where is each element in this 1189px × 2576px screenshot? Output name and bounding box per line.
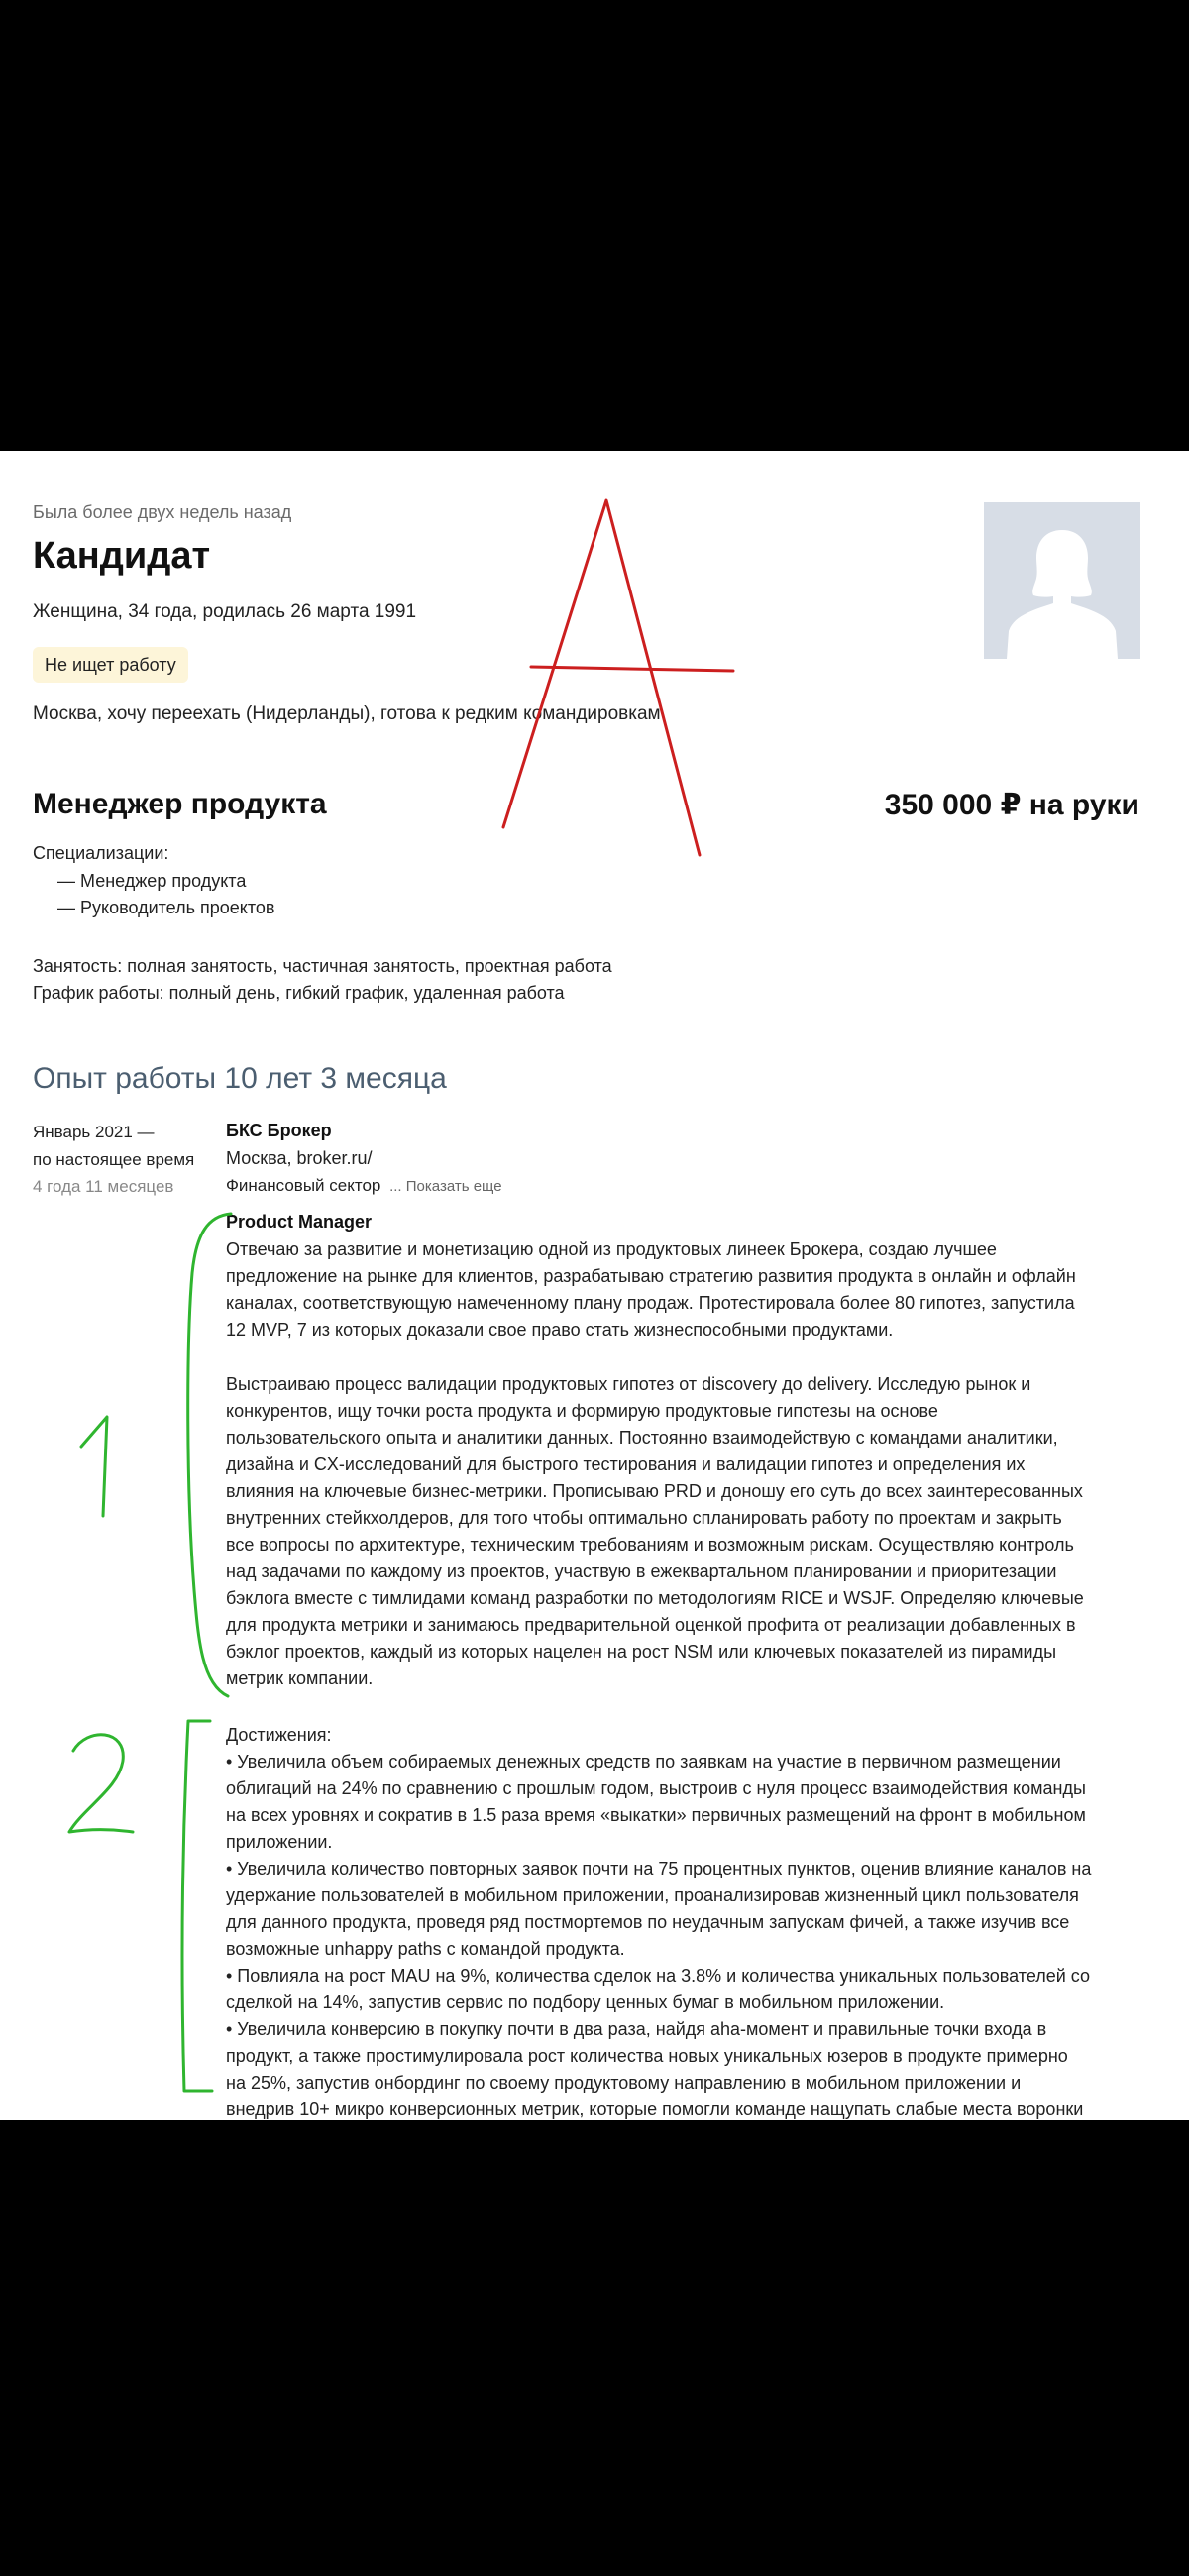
achievement-line: приложении. — [226, 1832, 333, 1852]
description-line: дизайна и CX-исследований для быстрого тестирования и валидации гипотез и определения их — [226, 1454, 1026, 1474]
job-period-start: Январь 2021 — — [33, 1123, 155, 1141]
achievement-line: возможные unhappy paths с командой продукта. — [226, 1939, 625, 1959]
specialization-item: — Руководитель проектов — [57, 898, 275, 917]
bracket-mark-1 — [81, 1214, 231, 1696]
description-line: влияния на ключевые бизнес-метрики. Прописываю PRD и доношу его суть до всех заинтересованных — [226, 1481, 1083, 1501]
resume-page — [0, 451, 1189, 2120]
avatar-placeholder — [984, 502, 1140, 659]
job-period-end: по настоящее время — [33, 1150, 195, 1169]
description-line: конкурентов, ищу точки роста продукта и формирую продуктовые гипотезы на основе — [226, 1401, 938, 1421]
job-description-paragraph-2 — [226, 1371, 1137, 1692]
grade-a-mark — [503, 500, 733, 855]
specialization-item: — Менеджер продукта — [57, 871, 247, 891]
achievement-line: • Увеличила количество повторных заявок почти на 75 процентных пунктов, оценив влияние каналов на — [226, 1859, 1092, 1878]
achievements-list — [226, 1749, 1137, 2120]
location-info: Москва, хочу переехать (Нидерланды), готова к редким командировкам — [33, 703, 661, 724]
description-line: все вопросы по архитектуре, техническим требованиям и возможным рискам. Осуществляю контроль — [226, 1535, 1074, 1555]
achievement-line: • Повлияла на рост MAU на 9%, количества сделок на 3.8% и количества уникальных пользователей со — [226, 1966, 1091, 1986]
achievement-line: продукт, а также простимулировала рост количества новых уникальных юзеров в продукте примерно — [226, 2046, 1068, 2066]
last-seen-text: Была более двух недель назад — [33, 502, 292, 522]
specializations-label: Специализации: — [33, 843, 169, 863]
company-sector — [226, 1176, 502, 1196]
achievement-line: для данного продукта, проведя ряд постмортемов по неудачным запускам фичей, а также изучив все — [226, 1912, 1070, 1932]
achievement-line: облигаций на 24% по сравнению с прошлым годом, выстроив с нуля процесс взаимодействия команды — [226, 1778, 1086, 1798]
description-line: для продукта метрики и занимаюсь предварительной оценкой профита от реализации добавленных в — [226, 1615, 1076, 1635]
description-line: Выстраиваю процесс валидации продуктовых гипотез от discovery до delivery. Исследую рынок и — [226, 1374, 1031, 1394]
job-role: Product Manager — [226, 1212, 373, 1232]
achievement-line: на 25%, запустив онбординг по своему продуктовому направлению в мобильном приложении и — [226, 2073, 1022, 2093]
employment-type: Занятость: полная занятость, частичная занятость, проектная работа — [33, 956, 612, 976]
achievement-line: • Увеличила конверсию в покупку почти в два раза, найдя aha-момент и правильные точки входа в — [226, 2019, 1047, 2039]
job-search-status-badge: Не ищет работу — [33, 647, 188, 683]
achievements-label: Достижения: — [226, 1725, 332, 1745]
achievement-line: сделкой на 14%, запустив сервис по подбору ценных бумаг в мобильном приложении. — [226, 1992, 945, 2012]
job-duration: 4 года 11 месяцев — [33, 1177, 174, 1196]
description-line: бэклога вместе с тимлидами команд разработки по методологиям RICE и WSJF. Определяю ключевые — [226, 1588, 1084, 1608]
description-line: Отвечаю за развитие и монетизацию одной из продуктовых линеек Брокера, создаю лучшее — [226, 1239, 997, 1259]
achievement-line: • Увеличила объем собираемых денежных средств по заявкам на участие в первичном размещении — [226, 1752, 1061, 1771]
company-name: БКС Брокер — [226, 1121, 332, 1140]
salary: 350 000 ₽ на руки — [884, 789, 1139, 821]
description-line: бэклог проектов, каждый из которых нацелен на рост NSM или ключевых показателей из пирамиды — [226, 1642, 1057, 1662]
description-line: предложение на рынке для клиентов, разрабатываю стратегию развития продукта в онлайн и офлайн — [226, 1266, 1076, 1286]
achievement-line: внедрив 10+ микро конверсионных метрик, которые помогли команде нащупать слабые места воронки — [226, 2099, 1084, 2119]
achievement-line: удержание пользователей в мобильном приложении, проанализировав жизненный цикл пользователя — [226, 1885, 1079, 1905]
show-more-link[interactable]: ... Показать еще — [389, 1178, 502, 1195]
bracket-mark-2 — [69, 1721, 212, 2091]
description-line: пользовательского опыта и аналитики данных. Постоянно взаимодействую с командами аналитики, — [226, 1428, 1058, 1448]
description-line: над задачами по каждому из проектов, участвую в ежеквартальном планировании и приоритезации — [226, 1561, 1057, 1581]
description-line: 12 MVP, 7 из которых доказали свое право стать жизнеспособными продуктами. — [226, 1320, 894, 1340]
position-title: Менеджер продукта — [33, 788, 327, 820]
page-title: Кандидат — [33, 535, 211, 577]
description-line: метрик компании. — [226, 1668, 374, 1688]
company-location: Москва, broker.ru/ — [226, 1148, 373, 1168]
sector-label: Финансовый сектор — [226, 1176, 381, 1195]
job-description-paragraph-1 — [226, 1236, 1137, 1343]
description-line: внутренних стейкхолдеров, для того чтобы оптимально спланировать работу по проектам и закрыть — [226, 1508, 1062, 1528]
personal-info: Женщина, 34 года, родилась 26 марта 1991 — [33, 601, 417, 622]
achievement-line: на всех уровнях и сократив в 1.5 раза время «выкатки» первичных размещений на фронт в мобильном — [226, 1805, 1086, 1825]
experience-section-title: Опыт работы 10 лет 3 месяца — [33, 1062, 447, 1095]
person-silhouette-icon — [984, 502, 1140, 659]
work-schedule: График работы: полный день, гибкий график, удаленная работа — [33, 983, 565, 1003]
description-line: каналах, соответствующую намеченному плану продаж. Протестировала более 80 гипотез, запустила — [226, 1293, 1075, 1313]
